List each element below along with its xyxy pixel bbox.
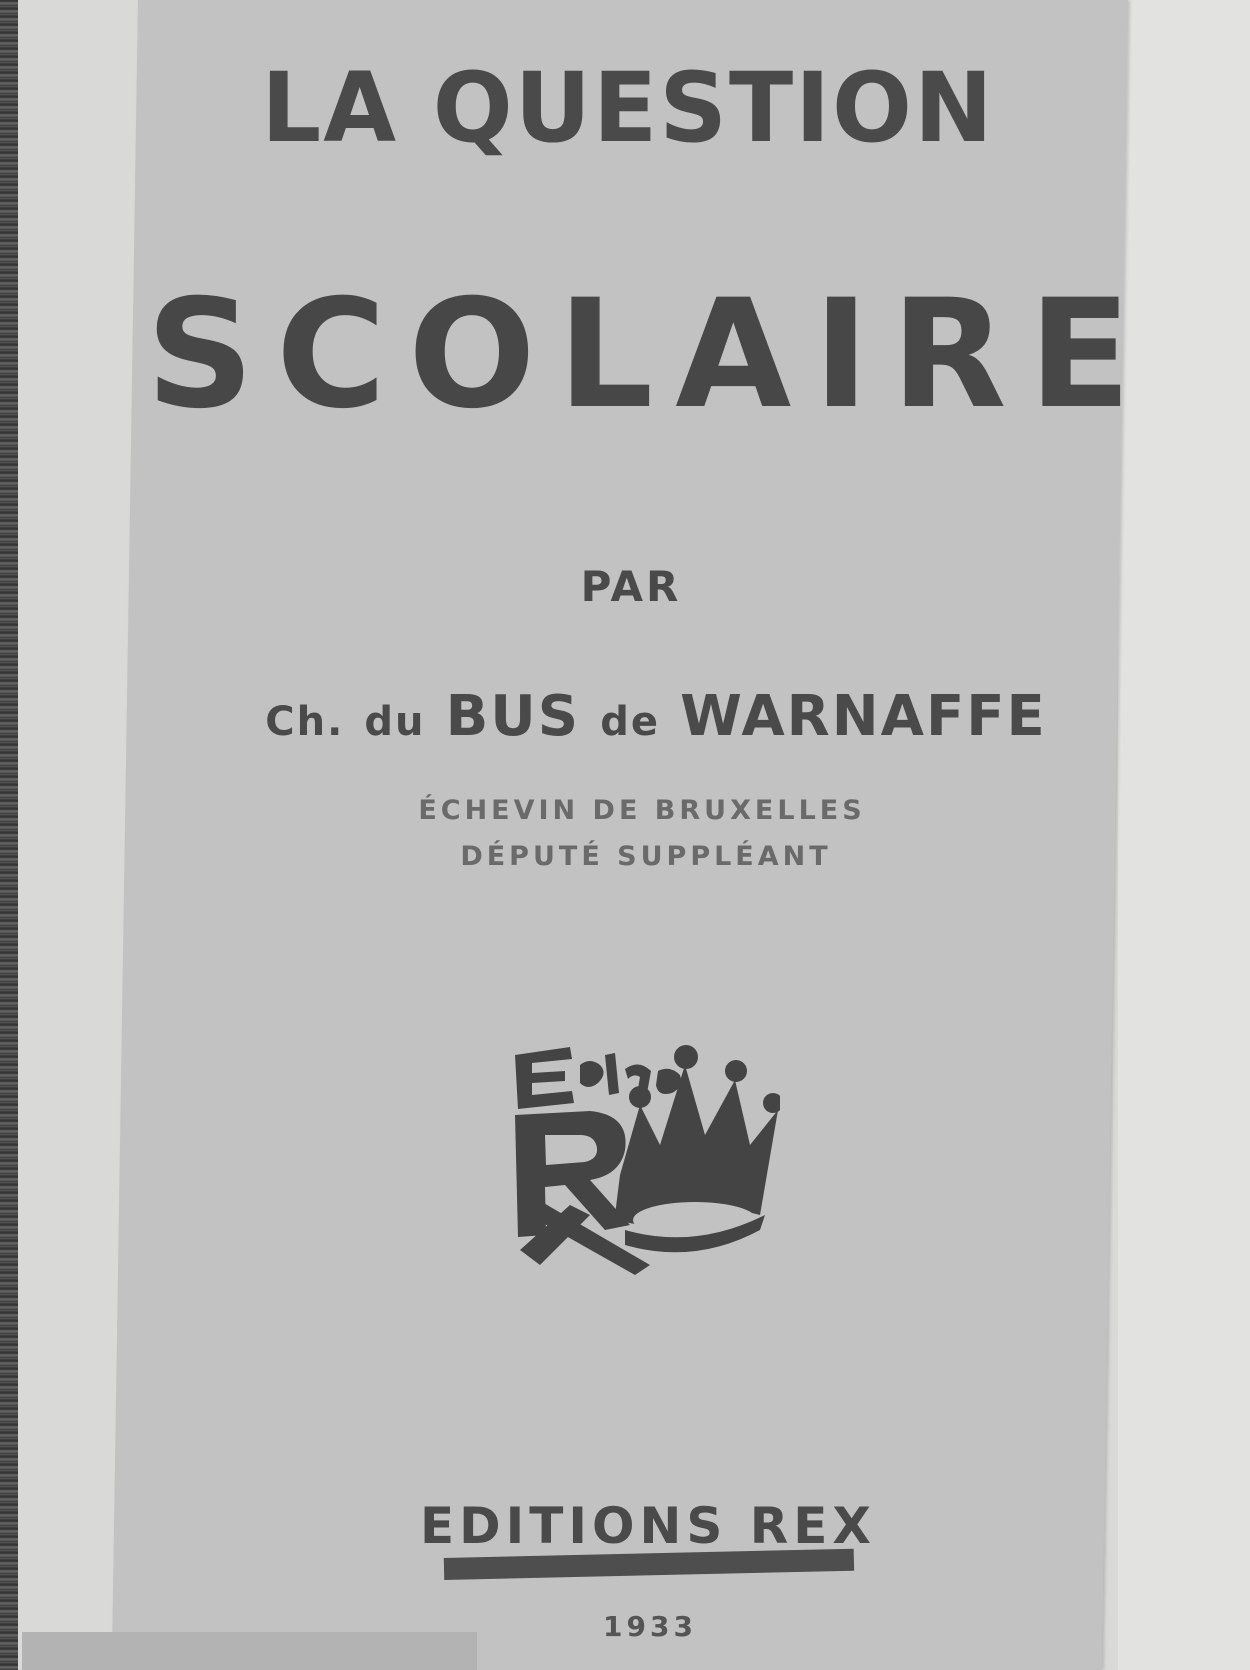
author-particle-1: du <box>364 699 426 745</box>
author-role-line-2: DÉPUTÉ SUPPLÉANT <box>460 841 832 872</box>
author-name-1: BUS <box>445 684 581 749</box>
author-initials: Ch. <box>265 699 345 745</box>
right-margin-strip <box>1118 0 1250 1670</box>
publication-year: 1933 <box>603 1610 697 1643</box>
book-spine-edge <box>0 0 18 1670</box>
rex-crown-logo-icon <box>510 1025 780 1275</box>
title-line-1: LA QUESTION <box>261 52 995 164</box>
publisher-name: EDITIONS REX <box>420 1497 876 1555</box>
author-role-line-1: ÉCHEVIN DE BRUXELLES <box>418 795 866 826</box>
author-name <box>156 684 1156 749</box>
title-line-2: SCOLAIRE <box>146 268 1154 442</box>
book-cover <box>112 0 1128 1670</box>
by-label: PAR <box>580 562 682 611</box>
author-name-2: WARNAFFE <box>680 684 1047 749</box>
author-particle-2: de <box>600 699 660 745</box>
